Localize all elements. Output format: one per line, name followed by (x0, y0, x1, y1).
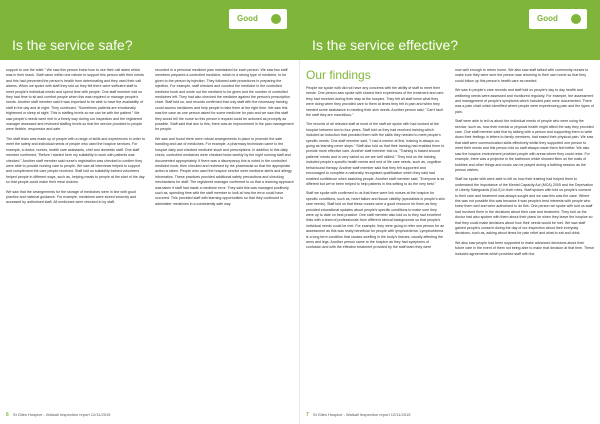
paragraph: Staff we spoke with were able to tell us how their training had helped them to understand the importance of the Mental Capacity Act (MCA) 2005 and the Deprivation of Liberty Safeguards (DoLS) in their roles. Staff spoken with told us people's consent to their care and treatment was always sought and we saw this was the case. Where this was not possible this was because it was people's best interests with people who knew them well and were authorised to do this. One person we spoke with told us staff had involved them in the decisions about their care and treatment. They told us the doctor had also spoken with them about their plans for when they leave the hospice so that they could make decisions about how their needs would be met. We saw staff gained people's consent during the day of our inspection about their everyday decisions, such as, asking about times for pain relief and what to eat and drink. (455, 177, 594, 236)
rating-dot-icon (571, 14, 581, 24)
rating-badge (229, 9, 287, 29)
text-column (455, 68, 594, 406)
paragraph: now well enough to return home. We also saw staff talked with community nurses to make sure they were sure the person was returning to their own home so that they could follow up this person's health care as needed. (455, 68, 589, 83)
paragraph: Staff were able to tell us about the individual needs of people who were using the service, such as, how their mental or physical health might affect the way they provided care. One staff member said that by talking with a person and supporting them to write down their feelings in letters to family members, had eased their physical pain. We saw that staff were communication skills effectively whilst they supported one person to meet their needs and this person told us staff always made them feel better. We also saw the hospice environment provided people with areas where they could relax. For example, there was a projector in the bathroom which showed films on the walls of bubbles and other things and music can be played during a bathing session as the person wishes. (455, 119, 594, 172)
paragraph: The records of all relevant staff at most of the staff we spoke with had worked at the hospice between two to four years. Staff told us they had received training which included an induction that provided them with the skills they needed to meet people's specific needs. One staff member said, "I had a mentor at first, training is always on-going as learning never stops." Staff also told us that their training had enabled them to provide more effective care. Another staff member told us, "Training is based around patients' needs and is very varied so we are well skilled." They told us the training included people's specific health needs and end of life care needs, such as, cognitive behavioural therapy. Another staff member said that they felt supported and encouraged to complete a nationally recognised qualification which they said had enabled confidence when assisting people. Another staff member said, "Everyone is so different but we've been helped to help patients in this setting to do the very best." (306, 122, 445, 186)
paragraph: recorded in a personal medicine plan maintained for each person. We saw two staff members prepared a controlled medicine, which is a strong type of medicine, to be given to the person by injection. They followed safe procedures in preparing the injection. For example, staff checked and counted the medicine in the controlled medicine book and wrote out the medicine to be given and the number of controlled medicines left. They had also checked the medicine against the person's prescription chart. Staff told us, and records confirmed that only staff with the necessary training could access medicines and help people to take them at the right time. We saw this was the case as one person asked for some medicine for pain and we saw this staff they would tell the nurse so this person's request could be actioned as promptly as possible. Staff said that due to this, there was an improvement in the pain management for people. (155, 68, 294, 132)
page-number: 7 (306, 412, 309, 418)
paragraph: support to use the toilet." We saw this person knew how to use their call alarm which was in their reach. Staff came within one minute to support this person with their needs and this had prevented the person's health from deteriorating and they used their call alarms. When we spoke with staff they told us they felt there were sufficient staff to meet people's individual needs and spend time with people. One staff member told us they had time to sit and comfort people when this was required or manage people's needs. Another staff member said it was important to be able to have the availability of staff in the day and at night. They continued, "Sometimes patients are emotionally frightened or sleep at night. This is staffing levels so we can be with the patient." We saw people's needs were met in a timely way during our inspection and the registered manager assessed and reviewed staffing levels so that the service provided to people were flexible, responsive and safe. (6, 68, 144, 132)
paragraph: Staff we spoke with confirmed to us that there were link nurses at the hospice for specific conditions, such as, heart failure and tissue viability (specialists in people's skin care needs). Staff told us that these nurses were a good resource for them as they provided educational updates about people's specific conditions to make sure they were up to date on best practice. One staff member also told us to they had excellent links with a team of professionals from different clinical backgrounds so that people's individual needs could be met. For example, they were going to refer one person for an assessment as this was really beneficial for people with lymphoedema. Lymphoedema is a long term condition that causes swelling in the body's tissues, usually affecting the arms and legs. Another person came to the hospice as they had symptoms of confusion and with the effective treatment provided by the staff team they were (306, 191, 445, 250)
text-column (306, 68, 445, 406)
paragraph: We also saw people had been supported to make advanced decisions about their future care in the event of them not being able to make that decision at that time. These included agreements which provided staff with the (455, 240, 594, 256)
section-header (0, 0, 300, 60)
page-footer (6, 411, 294, 419)
rating-dot-icon (271, 14, 281, 24)
page-7 (300, 0, 600, 424)
section-title: Is the service safe? (12, 37, 133, 53)
paragraph: The staff team was made up of people with a range of skills and experiences in order to meet the safety and individual needs of people who used the hospice services. For example, a doctor, nurses, health care assistants, chef and domestic staff. One staff member confirmed, "Before I started here my suitability to work with patients was checked." Another staff member said nurse's registration was checked to confirm they were able to provide nursing care to people. We saw all interviews helped to support and complement the care people received. Staff told us suitability trained volunteers helped people in different ways, such as, helping meals to people at the start of the day so that people could make their meal choices. (6, 136, 145, 185)
body-text (6, 68, 294, 406)
paragraph: We saw that the arrangements for the storage of medicines were in line with good practice and national guidance. For example, medicines were stored securely and accessed by authorised staff. All medicines were checked in by staff, (6, 189, 137, 205)
section-header (300, 0, 600, 60)
body-text (306, 68, 594, 406)
page-number: 6 (6, 412, 9, 418)
paragraph: We saw and found there were robust arrangements in place to promote the safe handling and use of medicines. For example, a pharmacy technician came to the hospice daily and checked medicine stock and prescriptions. In addition to this daily check, controlled medicines were checked twice weekly by the night nursing staff and documented appropriately. If there was a discrepancy this is noted in the controlled medicine book, then checked and reviewed by the pharmacist so that the appropriate action is taken. People who used the hospice service were medicine alerts and allergy information. These practices provided additional safety precautions and checking mechanisms for staff. The registered manager confirmed to us that a learning approach was taken if staff had made a medicine error. They said this was managed positively, such as, spending time with the staff member to look at how the error could have occurred. This provided staff with learning opportunities so that they continued to administer medicines in a consistently safe way. (155, 136, 294, 206)
footer-text: St Giles Hospice - Walsall Inspection report 12/11/2015 (312, 412, 411, 417)
paragraph: People we spoke with did not have any concerns with the ability of staff to meet their needs. One person saw spoke with shared their experiences of the treatment and care they had received during their stay at the hospice. They felt all staff knew what they were doing when they provided care to them at times they felt in pain and when they needed some assistance in meeting their skin needs. Another person said, "Can't fault the staff they are marvellous." (306, 86, 444, 118)
findings-heading: Our findings (306, 68, 371, 82)
rating-label: Good (237, 14, 258, 23)
rating-label: Good (537, 14, 558, 23)
paragraph: We saw in people's care records and staff told us people's day to day health and wellbeing needs were assessed and monitored regularly. For example, the assessment and management of people's symptoms which included pain were documented. There was a pain chart which identified where people were experiencing pain and the types of pain. (455, 88, 594, 114)
text-column (6, 68, 145, 406)
rating-badge (529, 9, 587, 29)
footer-text: St Giles Hospice - Walsall Inspection report 12/11/2015 (12, 412, 111, 417)
section-title: Is the service effective? (312, 37, 459, 53)
page-footer (306, 411, 594, 419)
text-column (155, 68, 294, 406)
